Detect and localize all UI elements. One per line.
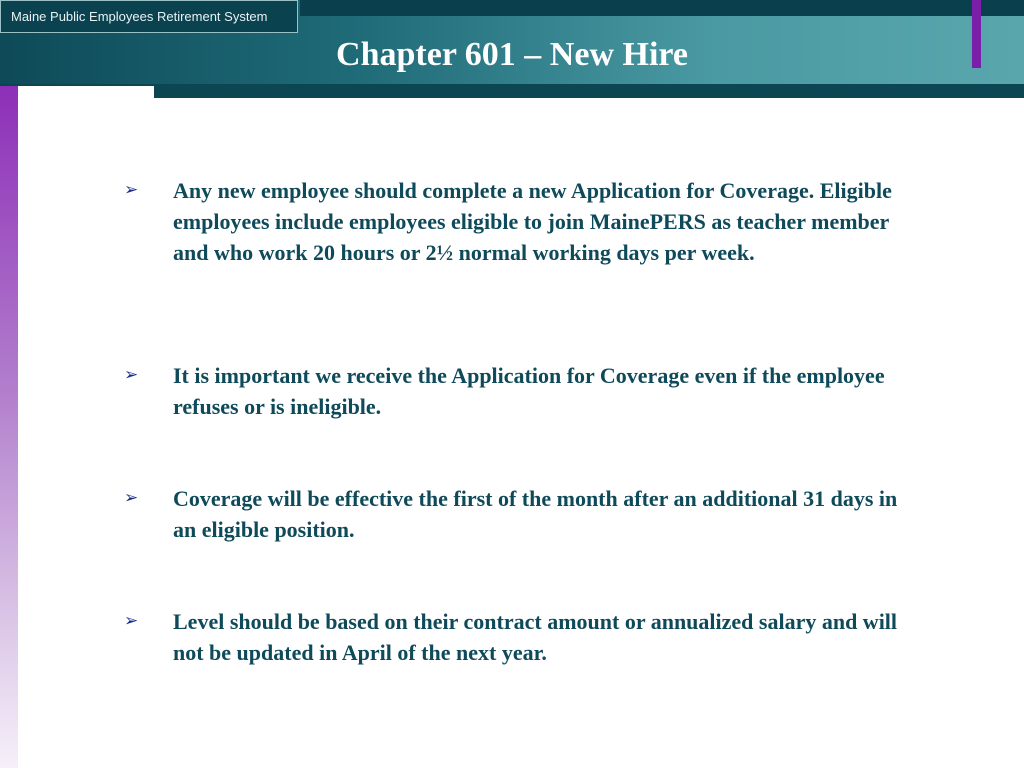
- bullet-item: [124, 360, 924, 422]
- bullet-text: Coverage will be effective the first of the month after an additional 31 days in an eligible position.: [173, 486, 898, 542]
- header-topline: [300, 0, 1024, 16]
- arrow-bullet-icon: ➢: [124, 611, 139, 631]
- header-bottom-bar: [154, 84, 1024, 98]
- bullet-item: [124, 606, 924, 668]
- bullet-item: [124, 483, 924, 545]
- bullet-text: Any new employee should complete a new Application for Coverage. Eligible employees include employees eligible to join MainePERS as teacher member and who work 20 hours or 2½ normal working days per week.: [173, 178, 892, 265]
- slide-title: Chapter 601 – New Hire: [336, 36, 688, 73]
- bullet-text: It is important we receive the Application for Coverage even if the employee refuses or is ineligible.: [173, 363, 885, 419]
- arrow-bullet-icon: ➢: [124, 365, 139, 385]
- bullet-item: [124, 175, 924, 268]
- arrow-bullet-icon: ➢: [124, 180, 139, 200]
- header-left-shade: [0, 84, 154, 86]
- organization-label: Maine Public Employees Retirement System: [0, 0, 298, 33]
- arrow-bullet-icon: ➢: [124, 488, 139, 508]
- left-gradient-strip: [0, 86, 18, 768]
- bullet-text: Level should be based on their contract amount or annualized salary and will not be updated in April of the next year.: [173, 609, 898, 665]
